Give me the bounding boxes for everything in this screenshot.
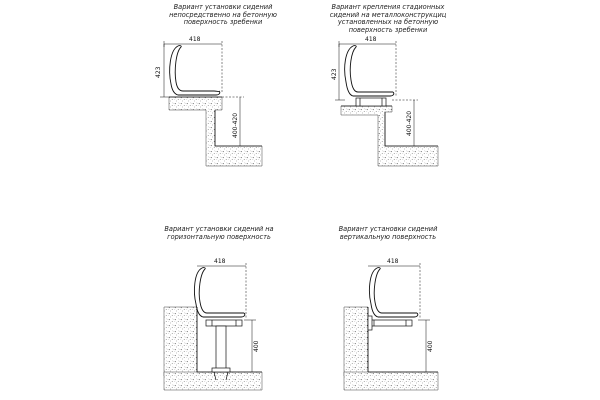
caption-line: сидений на металлоконструкциц xyxy=(329,10,447,19)
caption-line: непосредственно на бетонную xyxy=(169,10,277,19)
metal-frame xyxy=(356,98,386,106)
concrete-floor xyxy=(344,372,438,390)
seat-shell xyxy=(369,268,417,317)
concrete-step xyxy=(169,97,262,166)
dimension-step-label: 400-420 xyxy=(232,112,239,138)
wall-bracket xyxy=(368,316,412,330)
caption-line: Вариант установки сидений на xyxy=(164,225,274,233)
concrete-wall xyxy=(344,307,368,376)
variant-d-drawing xyxy=(344,258,438,390)
caption-line: Вариант крепления стадионных xyxy=(331,3,445,11)
dimension-height-label: 400 xyxy=(427,340,434,352)
dimension-width xyxy=(368,263,420,318)
dimension-width xyxy=(197,263,246,318)
caption-line: Вариант установки сидений xyxy=(173,3,273,11)
seat-shell xyxy=(194,268,244,317)
variant-b-drawing xyxy=(331,36,438,166)
caption-line: поверхность зребенки xyxy=(183,18,263,27)
concrete-wall xyxy=(164,307,197,376)
seat-shell xyxy=(170,46,220,95)
concrete-step xyxy=(341,106,438,166)
caption-line: поверхность зребенки xyxy=(348,25,428,34)
variant-a-drawing xyxy=(155,36,262,166)
dimension-step xyxy=(392,100,418,146)
dimension-width-label: 418 xyxy=(214,258,226,265)
dimension-step-label: 400-420 xyxy=(406,110,413,136)
dimension-height-label: 423 xyxy=(331,68,338,80)
seat-shell xyxy=(345,46,394,96)
caption-line: горизонтальную поверхность xyxy=(167,232,271,241)
dimension-width-label: 418 xyxy=(189,36,201,43)
pedestal-support xyxy=(206,320,242,380)
dimension-width-label: 418 xyxy=(365,36,377,43)
caption-line: установленных на бетонную xyxy=(337,18,439,27)
dimension-height-label: 400 xyxy=(253,340,260,352)
caption-line: Вариант установки сидений xyxy=(338,225,438,233)
variant-c-drawing xyxy=(164,258,262,390)
caption-line: вертикальную поверхность xyxy=(339,232,437,241)
concrete-floor xyxy=(164,372,262,390)
dimension-height-label: 423 xyxy=(155,66,162,78)
dimension-width xyxy=(164,41,222,92)
dimension-width-label: 418 xyxy=(387,258,399,265)
